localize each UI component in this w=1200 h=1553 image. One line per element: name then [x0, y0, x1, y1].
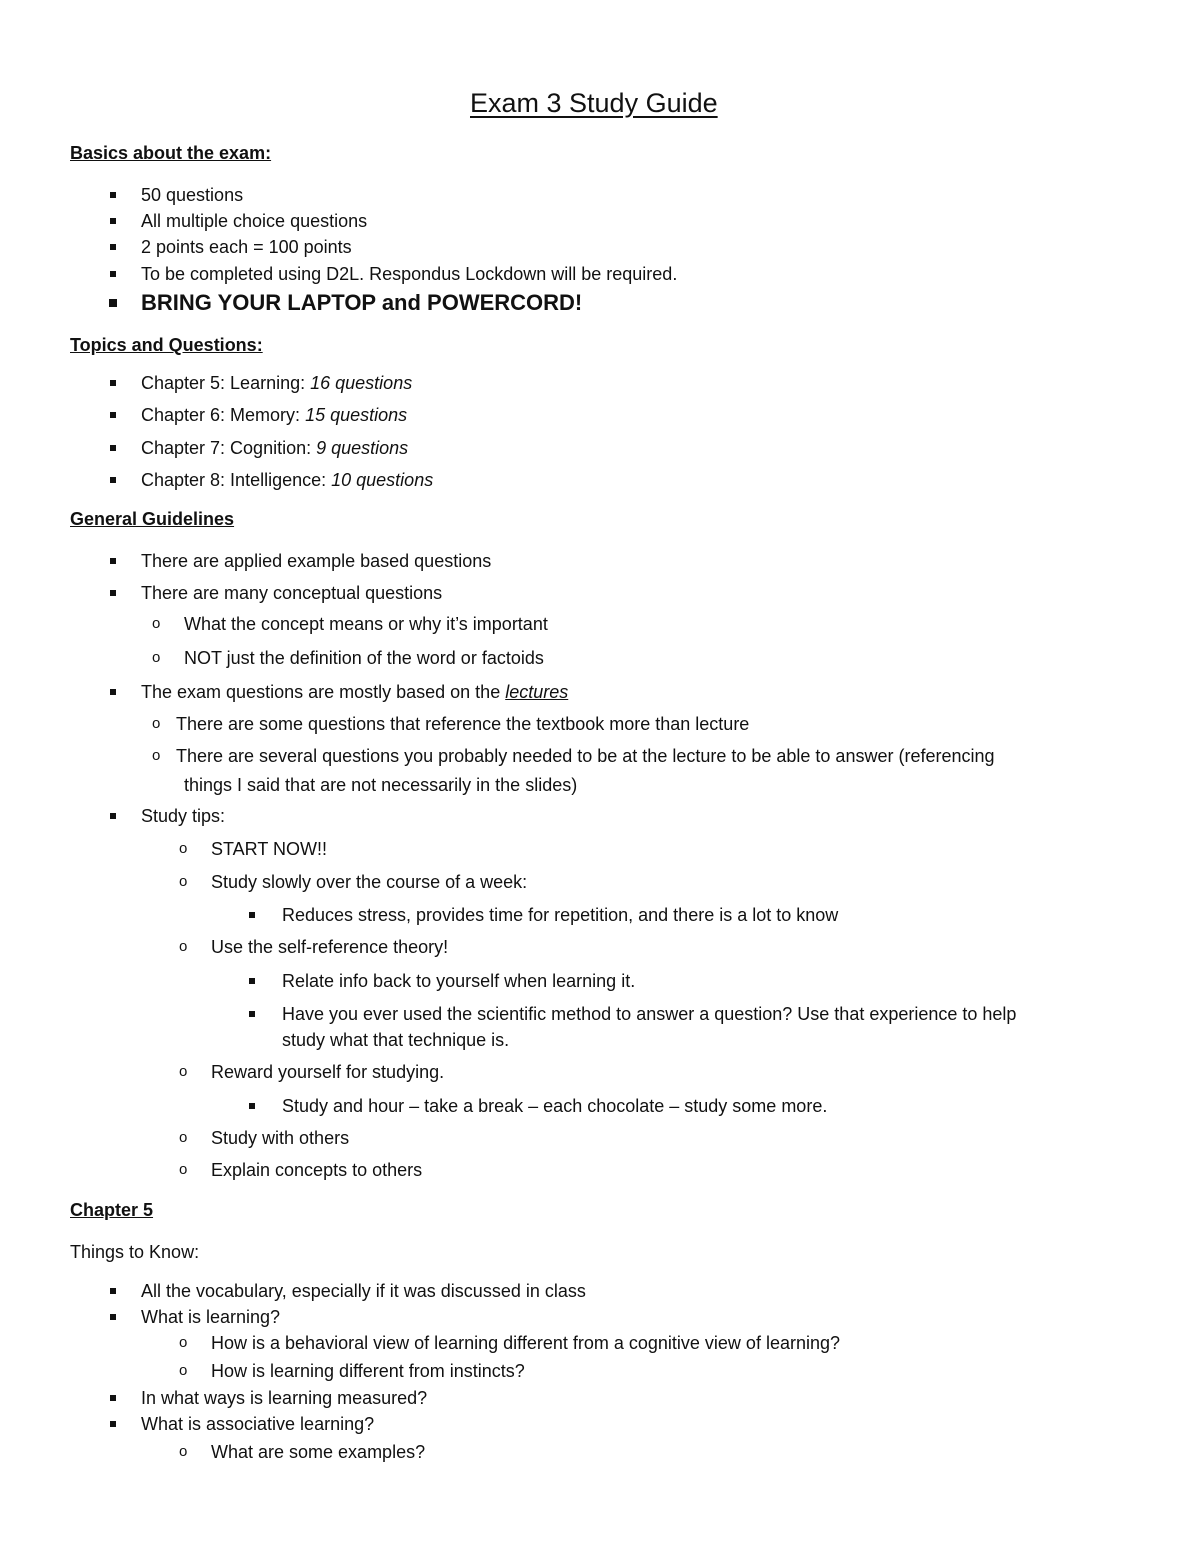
section-heading-guidelines: General Guidelines	[70, 509, 235, 529]
circle-bullet-icon: o	[179, 840, 188, 857]
list-item	[141, 681, 568, 703]
square-bullet-icon	[110, 1421, 116, 1427]
list-item: Reward yourself for studying.	[211, 1062, 445, 1082]
circle-bullet-icon: o	[179, 938, 188, 955]
list-item: Study and hour – take a break – each chocolate – study some more.	[282, 1096, 828, 1116]
emphasis-text: lectures	[505, 682, 569, 702]
square-bullet-icon	[110, 689, 116, 695]
list-item: What is associative learning?	[141, 1414, 375, 1434]
list-item: What is learning?	[141, 1307, 281, 1327]
list-item: START NOW!!	[211, 839, 328, 859]
list-item: There are several questions you probably needed to be at the lecture to be able to answer (referencing	[176, 746, 995, 766]
square-bullet-icon	[249, 1011, 255, 1017]
circle-bullet-icon: o	[152, 649, 161, 666]
list-item: Study tips:	[141, 806, 226, 826]
section-heading-topics: Topics and Questions:	[70, 335, 263, 355]
list-item	[141, 437, 408, 459]
square-bullet-icon	[110, 192, 116, 198]
square-bullet-icon	[110, 477, 116, 483]
list-item: NOT just the definition of the word or factoids	[184, 648, 544, 668]
circle-bullet-icon: o	[179, 1362, 188, 1379]
topic-label: Chapter 7: Cognition:	[141, 438, 317, 458]
list-item-continuation: study what that technique is.	[282, 1030, 510, 1050]
list-item	[141, 469, 433, 491]
list-item: Reduces stress, provides time for repetition, and there is a lot to know	[282, 905, 839, 925]
square-bullet-icon	[110, 1314, 116, 1320]
list-item: Explain concepts to others	[211, 1160, 423, 1180]
list-item: Relate info back to yourself when learning it.	[282, 971, 636, 991]
list-item: In what ways is learning measured?	[141, 1388, 428, 1408]
list-item: 50 questions	[141, 185, 244, 205]
list-item-emphasis: BRING YOUR LAPTOP and POWERCORD!	[141, 290, 583, 315]
square-bullet-icon	[110, 445, 116, 451]
list-item: How is learning different from instincts?	[211, 1361, 525, 1381]
topic-label: Chapter 8: Intelligence:	[141, 470, 332, 490]
list-item: How is a behavioral view of learning different from a cognitive view of learning?	[211, 1333, 840, 1353]
square-bullet-icon	[110, 813, 116, 819]
list-item: There are applied example based questions	[141, 551, 492, 571]
item-text: The exam questions are mostly based on the	[141, 682, 506, 702]
list-item: All multiple choice questions	[141, 211, 368, 231]
list-item: Study slowly over the course of a week:	[211, 872, 528, 892]
circle-bullet-icon: o	[152, 715, 161, 732]
list-item-continuation: things I said that are not necessarily in the slides)	[184, 775, 578, 795]
square-bullet-icon	[110, 218, 116, 224]
circle-bullet-icon: o	[179, 873, 188, 890]
topic-count: 15 questions	[305, 405, 408, 425]
topic-label: Chapter 5: Learning:	[141, 373, 311, 393]
list-item	[141, 404, 407, 426]
list-item: There are some questions that reference the textbook more than lecture	[176, 714, 750, 734]
circle-bullet-icon: o	[152, 615, 161, 632]
square-bullet-icon	[249, 978, 255, 984]
topic-count: 9 questions	[316, 438, 409, 458]
square-bullet-icon	[110, 244, 116, 250]
circle-bullet-icon: o	[179, 1443, 188, 1460]
square-bullet-icon	[109, 299, 117, 307]
topic-count: 10 questions	[331, 470, 434, 490]
square-bullet-icon	[110, 590, 116, 596]
section-intro: Things to Know:	[70, 1242, 200, 1262]
list-item	[141, 372, 412, 394]
circle-bullet-icon: o	[179, 1129, 188, 1146]
circle-bullet-icon: o	[179, 1161, 188, 1178]
square-bullet-icon	[110, 271, 116, 277]
topic-label: Chapter 6: Memory:	[141, 405, 306, 425]
list-item: 2 points each = 100 points	[141, 237, 352, 257]
square-bullet-icon	[249, 1103, 255, 1109]
square-bullet-icon	[110, 558, 116, 564]
page-title: Exam 3 Study Guide	[470, 88, 718, 118]
section-heading-basics: Basics about the exam:	[70, 143, 272, 163]
section-heading-chapter5: Chapter 5	[70, 1200, 154, 1220]
list-item: What are some examples?	[211, 1442, 426, 1462]
list-item: To be completed using D2L. Respondus Lockdown will be required.	[141, 264, 678, 284]
list-item: All the vocabulary, especially if it was discussed in class	[141, 1281, 586, 1301]
square-bullet-icon	[110, 380, 116, 386]
list-item: What the concept means or why it’s important	[184, 614, 548, 634]
circle-bullet-icon: o	[179, 1334, 188, 1351]
square-bullet-icon	[110, 1288, 116, 1294]
list-item: Study with others	[211, 1128, 350, 1148]
square-bullet-icon	[110, 412, 116, 418]
square-bullet-icon	[110, 1395, 116, 1401]
list-item: Have you ever used the scientific method to answer a question? Use that experience to help	[282, 1004, 1017, 1024]
list-item: There are many conceptual questions	[141, 583, 443, 603]
list-item: Use the self-reference theory!	[211, 937, 449, 957]
topic-count: 16 questions	[310, 373, 413, 393]
square-bullet-icon	[249, 912, 255, 918]
circle-bullet-icon: o	[179, 1063, 188, 1080]
circle-bullet-icon: o	[152, 747, 161, 764]
